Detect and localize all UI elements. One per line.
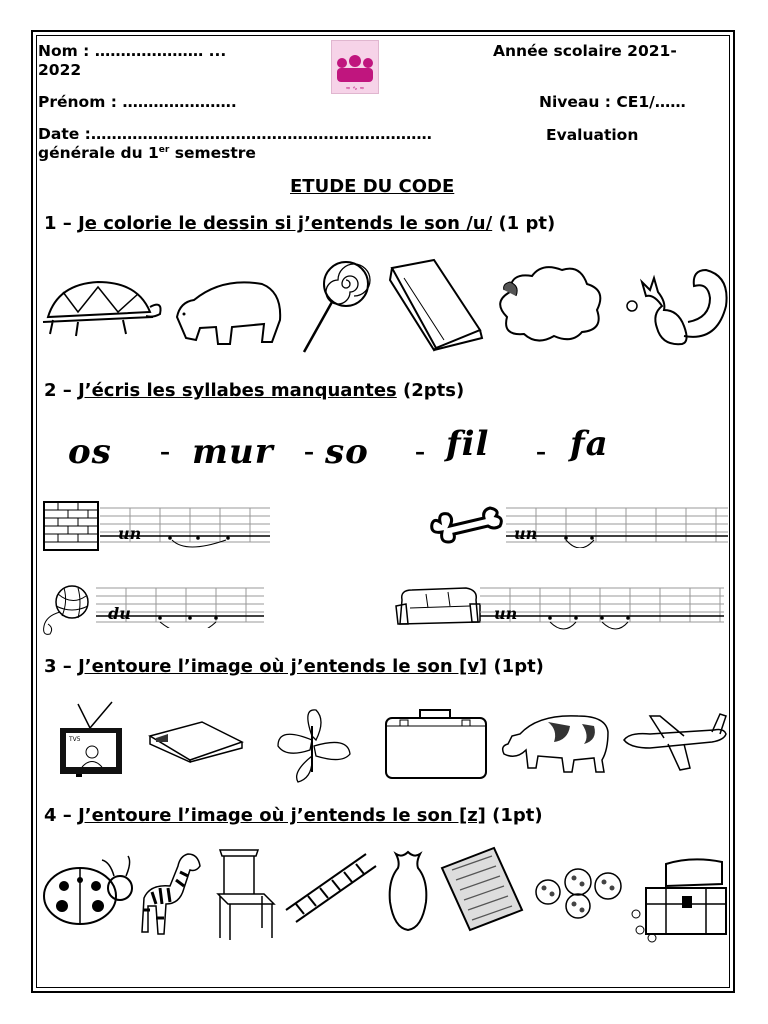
raspberries-icon — [530, 866, 626, 922]
word-prefix-1: un — [118, 524, 142, 543]
treasure-chest-icon — [626, 854, 730, 944]
evaluation-label: Evaluation — [546, 126, 639, 144]
book-icon — [384, 258, 484, 353]
zebra-icon — [140, 848, 206, 940]
niveau-field: Niveau : CE1/…… — [539, 93, 686, 111]
dash-1: – — [160, 440, 170, 464]
television-icon — [56, 700, 126, 778]
polar-bear-icon — [172, 272, 287, 347]
dash-2: – — [304, 440, 314, 464]
date-field: Date :………………………………………………………… — [38, 125, 432, 143]
syllable-3: so — [325, 432, 369, 472]
airplane-icon — [620, 708, 728, 774]
syllable-4: fil — [446, 424, 490, 464]
school-logo — [331, 40, 379, 94]
butterfly-icon — [272, 706, 354, 784]
word-prefix-4: un — [494, 604, 518, 623]
yarn-ball-icon — [38, 580, 96, 638]
annee-scolaire-cont: 2022 — [38, 61, 82, 79]
vase-icon — [384, 850, 432, 934]
bone-icon — [428, 504, 506, 546]
chair-icon — [212, 848, 280, 942]
prenom-field: Prénom : …………………. — [38, 93, 237, 111]
sofa-icon — [394, 584, 482, 632]
ladybug-icon — [40, 852, 135, 932]
brick-wall-icon — [40, 500, 100, 552]
cloud-icon — [492, 262, 607, 347]
semestre-label: générale du 1er semestre — [38, 144, 256, 162]
question-4: 4 – J’entoure l’image où j’entends le son [z] (1pt) — [44, 805, 543, 826]
turtle-icon — [38, 272, 163, 342]
ladder-icon — [284, 852, 380, 924]
word-prefix-2: un — [514, 524, 538, 543]
annee-scolaire: Année scolaire 2021- — [493, 42, 677, 60]
writing-lines-2 — [506, 506, 728, 548]
section-title: ETUDE DU CODE — [290, 176, 455, 197]
syllable-1: os — [68, 432, 112, 472]
cow-icon — [498, 710, 614, 776]
svg-text:≈ ∿ ≈: ≈ ∿ ≈ — [345, 85, 365, 92]
nom-field: Nom : ………………… ... — [38, 42, 227, 60]
dash-4: – — [536, 440, 546, 464]
word-prefix-3: du — [108, 604, 131, 623]
syllable-5: fa — [570, 424, 609, 464]
question-1: 1 – Je colorie le dessin si j’entends le son /u/ (1 pt) — [44, 213, 556, 234]
newspaper-icon — [440, 846, 524, 932]
svg-text:TV5: TV5 — [69, 736, 81, 743]
suitcase-icon — [380, 706, 490, 782]
syllable-2: mur — [192, 432, 274, 472]
lollipop-icon — [298, 258, 373, 356]
dash-3: – — [415, 440, 425, 464]
question-3: 3 – J’entoure l’image où j’entends le son [v] (1pt) — [44, 656, 544, 677]
squirrel-icon — [622, 266, 730, 354]
question-2: 2 – J’écris les syllabes manquantes (2pts) — [44, 380, 465, 401]
eraser-icon — [146, 718, 246, 764]
